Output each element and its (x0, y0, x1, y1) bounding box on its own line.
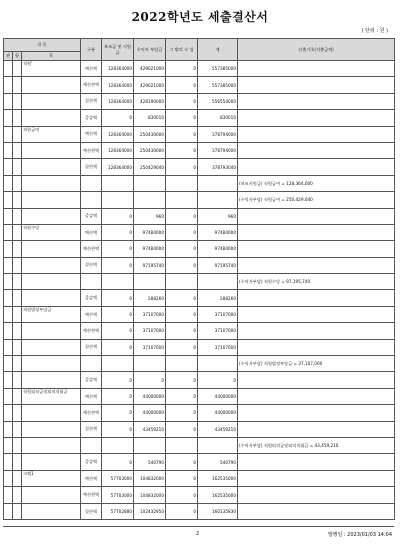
basis-cell (238, 388, 395, 404)
header-gwan: 관 (4, 52, 13, 61)
header-total: 계 (198, 39, 238, 61)
basis-cell (238, 208, 395, 224)
basis-cell (238, 470, 395, 487)
settlement-table (3, 38, 395, 520)
mok-cell (22, 93, 81, 109)
suik-cell: 288260 (134, 290, 166, 306)
gubun-cell: 증감액 (81, 290, 102, 306)
hang-cell (13, 110, 22, 126)
basis-cell: (보조지원금) 직원급여 = 128,364,000 (238, 175, 395, 191)
table-row (4, 470, 395, 487)
table-row (4, 241, 395, 257)
suik-cell (134, 192, 166, 208)
header-mok: 목 (22, 52, 81, 61)
total-cell: 37107000 (198, 323, 238, 339)
hang-cell (13, 175, 22, 191)
basis-cell (238, 454, 395, 470)
other-cell: 0 (166, 290, 198, 306)
gubun-cell: 예산액 (81, 224, 102, 240)
suik-cell: 37107000 (134, 323, 166, 339)
suik-cell: 37107000 (134, 339, 166, 355)
bojo-cell: 57703000 (102, 487, 134, 504)
gwan-cell (4, 372, 13, 388)
bojo-cell: 0 (102, 454, 134, 470)
total-cell (198, 356, 238, 372)
gubun-cell: 예산현액 (81, 77, 102, 93)
bojo-cell: 128364000 (102, 61, 134, 77)
header-bojo: 보조금 및 지원금 (102, 39, 134, 61)
table-row (4, 388, 395, 404)
gwan-cell (4, 208, 13, 224)
gwan-cell (4, 142, 13, 158)
basis-cell (238, 126, 395, 142)
print-date: 발행일 : 2023/01/03 14:04 (327, 532, 392, 538)
gubun-cell: 예산액 (81, 126, 102, 142)
suik-cell (134, 274, 166, 290)
header-basis: 산출기초(지출금액) (238, 39, 395, 61)
basis-cell (238, 503, 395, 520)
gubun-cell (81, 437, 102, 453)
gwan-cell (4, 61, 13, 77)
header-gwamok: 과 목 (4, 39, 81, 52)
gwan-cell (4, 93, 13, 109)
basis-cell: (수익자부담) 직원법정부담금 = 37,107,000 (238, 356, 395, 372)
other-cell: 0 (166, 405, 198, 421)
gubun-cell (81, 175, 102, 191)
other-cell (166, 274, 198, 290)
basis-cell (238, 224, 395, 240)
hang-cell (13, 388, 22, 404)
bojo-cell: 128364000 (102, 159, 134, 175)
other-cell: 0 (166, 257, 198, 273)
total-cell: 97195740 (198, 257, 238, 273)
other-cell: 0 (166, 470, 198, 487)
basis-cell (238, 61, 395, 77)
mok-cell (22, 323, 81, 339)
suik-cell (134, 437, 166, 453)
gubun-cell: 결산액 (81, 93, 102, 109)
gubun-cell: 결산액 (81, 421, 102, 437)
total-cell: 162535000 (198, 487, 238, 504)
gwan-cell (4, 77, 13, 93)
table-row (4, 487, 395, 504)
gubun-cell: 예산현액 (81, 142, 102, 158)
mok-cell: 직원급여 (22, 126, 81, 142)
header-gubun: 구분 (81, 39, 102, 61)
gwan-cell (4, 159, 13, 175)
basis-cell (238, 405, 395, 421)
gwan-cell (4, 175, 13, 191)
mok-cell (22, 421, 81, 437)
basis-cell (238, 241, 395, 257)
hang-cell (13, 224, 22, 240)
gwan-cell (4, 487, 13, 504)
suik-cell: 44000000 (134, 388, 166, 404)
bojo-cell: 128364000 (102, 126, 134, 142)
mok-cell (22, 339, 81, 355)
hang-cell (13, 503, 22, 520)
mok-cell (22, 437, 81, 453)
table-row (4, 306, 395, 322)
basis-cell (238, 421, 395, 437)
gwan-cell (4, 257, 13, 273)
suik-cell (134, 356, 166, 372)
total-cell: 378794000 (198, 126, 238, 142)
other-cell: 0 (166, 208, 198, 224)
hang-cell (13, 142, 22, 158)
basis-cell (238, 257, 395, 273)
gubun-cell (81, 274, 102, 290)
table-row (4, 405, 395, 421)
table-row (4, 503, 395, 520)
bojo-cell (102, 356, 134, 372)
gwan-cell (4, 470, 13, 487)
gwan-cell (4, 126, 13, 142)
total-cell (198, 274, 238, 290)
gwan-cell (4, 274, 13, 290)
header-suik: 수익자 부담금 (134, 39, 166, 61)
mok-cell (22, 257, 81, 273)
suik-cell: 0 (134, 372, 166, 388)
mok-cell (22, 274, 81, 290)
hang-cell (13, 470, 22, 487)
bojo-cell: 57702880 (102, 503, 134, 520)
total-cell: 960 (198, 208, 238, 224)
basis-cell (238, 93, 395, 109)
suik-cell: 43459210 (134, 421, 166, 437)
mok-cell: 직원수당 (22, 224, 81, 240)
hang-cell (13, 126, 22, 142)
mok-cell (22, 110, 81, 126)
gwan-cell (4, 339, 13, 355)
suik-cell: 429021000 (134, 61, 166, 77)
total-cell: 44000000 (198, 388, 238, 404)
mok-cell: 크랩1 (22, 470, 81, 487)
suik-cell: 97195740 (134, 257, 166, 273)
other-cell: 0 (166, 323, 198, 339)
hang-cell (13, 356, 22, 372)
bojo-cell: 128364000 (102, 77, 134, 93)
bojo-cell: 0 (102, 306, 134, 322)
table-row (4, 421, 395, 437)
basis-cell (238, 372, 395, 388)
mok-cell (22, 142, 81, 158)
gwan-cell (4, 192, 13, 208)
total-cell: 44000000 (198, 405, 238, 421)
bojo-cell: 0 (102, 257, 134, 273)
basis-cell (238, 142, 395, 158)
total-cell: 557385000 (198, 77, 238, 93)
mok-cell (22, 290, 81, 306)
table-row (4, 274, 395, 290)
basis-cell (238, 290, 395, 306)
total-cell: 97484000 (198, 224, 238, 240)
total-cell (198, 437, 238, 453)
gubun-cell: 결산액 (81, 503, 102, 520)
basis-cell (238, 77, 395, 93)
mok-cell (22, 241, 81, 257)
gubun-cell: 예산현액 (81, 323, 102, 339)
basis-cell (238, 306, 395, 322)
basis-cell (238, 110, 395, 126)
hang-cell (13, 290, 22, 306)
hang-cell (13, 93, 22, 109)
suik-cell: 37107000 (134, 306, 166, 322)
other-cell: 0 (166, 339, 198, 355)
mok-cell: 직원퇴직금및퇴직적립금 (22, 388, 81, 404)
bojo-cell: 0 (102, 290, 134, 306)
other-cell: 0 (166, 306, 198, 322)
other-cell (166, 356, 198, 372)
gubun-cell: 예산현액 (81, 241, 102, 257)
hang-cell (13, 208, 22, 224)
basis-cell (238, 159, 395, 175)
suik-cell: 250429040 (134, 159, 166, 175)
gubun-cell (81, 192, 102, 208)
basis-cell: (수익자부담) 직원수당 = 97,195,740 (238, 274, 395, 290)
other-cell (166, 437, 198, 453)
basis-cell (238, 339, 395, 355)
table-row (4, 159, 395, 175)
table-row (4, 454, 395, 470)
hang-cell (13, 323, 22, 339)
total-cell: 37107000 (198, 306, 238, 322)
gwan-cell (4, 290, 13, 306)
gwan-cell (4, 323, 13, 339)
other-cell: 0 (166, 159, 198, 175)
mok-cell: 직원‘ (22, 61, 81, 77)
table-row (4, 208, 395, 224)
hang-cell (13, 306, 22, 322)
gwan-cell (4, 356, 13, 372)
hang-cell (13, 454, 22, 470)
gwan-cell (4, 110, 13, 126)
gubun-cell: 결산액 (81, 159, 102, 175)
gubun-cell: 증감액 (81, 372, 102, 388)
bojo-cell: 128364000 (102, 93, 134, 109)
hang-cell (13, 274, 22, 290)
other-cell: 0 (166, 241, 198, 257)
hang-cell (13, 61, 22, 77)
bojo-cell: 0 (102, 405, 134, 421)
table-row (4, 290, 395, 306)
mok-cell (22, 192, 81, 208)
gubun-cell: 예산액 (81, 388, 102, 404)
basis-cell (238, 323, 395, 339)
table-row (4, 61, 395, 77)
table-row (4, 224, 395, 240)
mok-cell (22, 487, 81, 504)
total-cell (198, 192, 238, 208)
gwan-cell (4, 421, 13, 437)
other-cell: 0 (166, 454, 198, 470)
other-cell (166, 192, 198, 208)
bojo-cell (102, 192, 134, 208)
mok-cell (22, 454, 81, 470)
total-cell: 97484000 (198, 241, 238, 257)
hang-cell (13, 241, 22, 257)
table-row (4, 175, 395, 191)
hang-cell (13, 437, 22, 453)
basis-cell: (수익자부담) 직원급여 = 250,429,040 (238, 192, 395, 208)
total-cell (198, 175, 238, 191)
table-row (4, 372, 395, 388)
header-other: 그 밖의 수 입 (166, 39, 198, 61)
unit-label: ( 단위 : 원 ) (361, 28, 388, 34)
gwan-cell (4, 388, 13, 404)
mok-cell (22, 356, 81, 372)
suik-cell: 97484000 (134, 224, 166, 240)
suik-cell: 428190000 (134, 93, 166, 109)
hang-cell (13, 372, 22, 388)
table-row (4, 126, 395, 142)
gubun-cell: 증감액 (81, 110, 102, 126)
table-row (4, 437, 395, 453)
bojo-cell: 0 (102, 224, 134, 240)
page-number: 2 (196, 531, 200, 537)
bojo-cell: 0 (102, 323, 134, 339)
table-row (4, 257, 395, 273)
hang-cell (13, 192, 22, 208)
other-cell: 0 (166, 388, 198, 404)
other-cell: 0 (166, 224, 198, 240)
gubun-cell: 결산액 (81, 339, 102, 355)
gubun-cell: 결산액 (81, 257, 102, 273)
mok-cell (22, 405, 81, 421)
mok-cell: 직원법정부담금 (22, 306, 81, 322)
suik-cell (134, 175, 166, 191)
gwan-cell (4, 405, 13, 421)
hang-cell (13, 77, 22, 93)
bojo-cell: 0 (102, 421, 134, 437)
hang-cell (13, 339, 22, 355)
other-cell: 0 (166, 77, 198, 93)
total-cell: 557385000 (198, 61, 238, 77)
suik-cell: 429021000 (134, 77, 166, 93)
bojo-cell: 0 (102, 388, 134, 404)
bojo-cell: 0 (102, 372, 134, 388)
other-cell: 0 (166, 421, 198, 437)
total-cell: 556554000 (198, 93, 238, 109)
suik-cell: 250430000 (134, 142, 166, 158)
other-cell: 0 (166, 142, 198, 158)
mok-cell (22, 77, 81, 93)
other-cell: 0 (166, 61, 198, 77)
table-row (4, 356, 395, 372)
gubun-cell: 예산액 (81, 306, 102, 322)
gwan-cell (4, 306, 13, 322)
mok-cell (22, 372, 81, 388)
other-cell: 0 (166, 487, 198, 504)
total-cell: 162535000 (198, 470, 238, 487)
hang-cell (13, 421, 22, 437)
gwan-cell (4, 241, 13, 257)
other-cell: 0 (166, 93, 198, 109)
footer-divider (3, 526, 394, 527)
bojo-cell: 0 (102, 241, 134, 257)
bojo-cell: 128364000 (102, 142, 134, 158)
suik-cell: 44000000 (134, 405, 166, 421)
suik-cell: 250430000 (134, 126, 166, 142)
gubun-cell: 예산현액 (81, 405, 102, 421)
bojo-cell (102, 437, 134, 453)
gwan-cell (4, 224, 13, 240)
gubun-cell: 증감액 (81, 454, 102, 470)
mok-cell (22, 208, 81, 224)
bojo-cell (102, 175, 134, 191)
suik-cell: 102432950 (134, 503, 166, 520)
bojo-cell: 0 (102, 339, 134, 355)
total-cell: 0 (198, 372, 238, 388)
gwan-cell (4, 503, 13, 520)
table-row (4, 323, 395, 339)
table-row (4, 339, 395, 355)
table-row (4, 192, 395, 208)
gubun-cell: 예산현액 (81, 487, 102, 504)
table-body (4, 61, 395, 520)
suik-cell: 830010 (134, 110, 166, 126)
header-hang: 항 (13, 52, 22, 61)
hang-cell (13, 159, 22, 175)
total-cell: 378793040 (198, 159, 238, 175)
other-cell: 0 (166, 503, 198, 520)
suik-cell: 104832000 (134, 470, 166, 487)
other-cell: 0 (166, 372, 198, 388)
gwan-cell (4, 437, 13, 453)
gubun-cell (81, 356, 102, 372)
bojo-cell: 57703000 (102, 470, 134, 487)
table-row (4, 93, 395, 109)
mok-cell (22, 159, 81, 175)
gubun-cell: 예산액 (81, 470, 102, 487)
total-cell: 378794000 (198, 142, 238, 158)
page-title: 2022학년도 세출결산서 (131, 10, 269, 24)
total-cell: 830010 (198, 110, 238, 126)
bojo-cell: 0 (102, 110, 134, 126)
gubun-cell: 예산액 (81, 61, 102, 77)
total-cell: 288260 (198, 290, 238, 306)
suik-cell: 104832000 (134, 487, 166, 504)
mok-cell (22, 503, 81, 520)
suik-cell: 960 (134, 208, 166, 224)
bojo-cell: 0 (102, 208, 134, 224)
table-row (4, 110, 395, 126)
table-row (4, 142, 395, 158)
total-cell: 43459210 (198, 421, 238, 437)
other-cell: 0 (166, 126, 198, 142)
gubun-cell: 증감액 (81, 208, 102, 224)
table-row (4, 77, 395, 93)
gwan-cell (4, 454, 13, 470)
basis-cell: (수익자부담) 직원퇴직금및퇴직적립금 = 43,459,210 (238, 437, 395, 453)
suik-cell: 97484000 (134, 241, 166, 257)
total-cell: 37107000 (198, 339, 238, 355)
hang-cell (13, 487, 22, 504)
bojo-cell (102, 274, 134, 290)
basis-cell (238, 487, 395, 504)
hang-cell (13, 405, 22, 421)
other-cell: 0 (166, 110, 198, 126)
hang-cell (13, 257, 22, 273)
total-cell: 160135830 (198, 503, 238, 520)
suik-cell: 540790 (134, 454, 166, 470)
other-cell (166, 175, 198, 191)
total-cell: 540790 (198, 454, 238, 470)
mok-cell (22, 175, 81, 191)
